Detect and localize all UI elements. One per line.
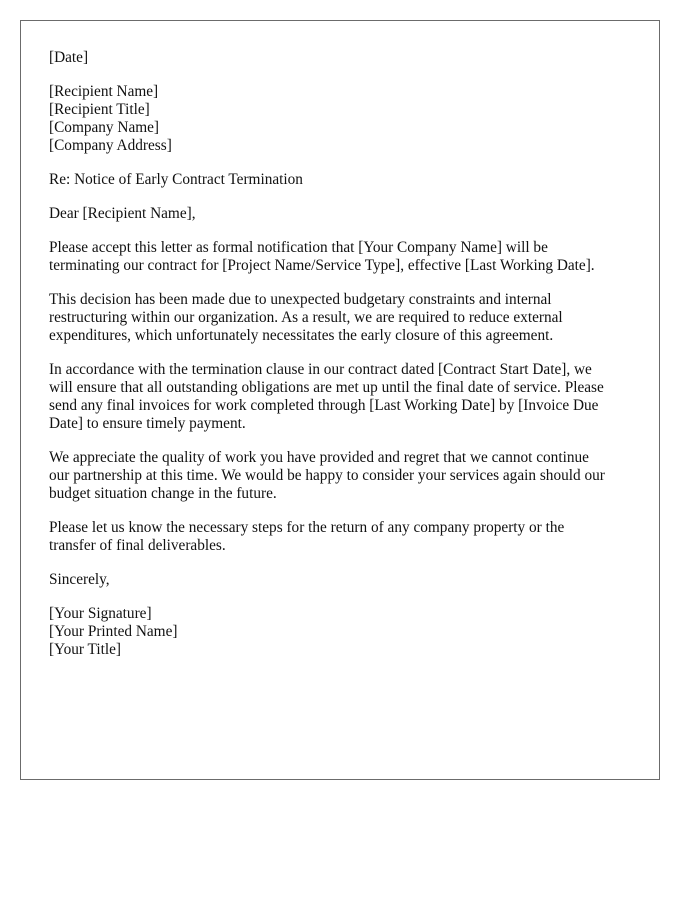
title-line: [Your Title]: [49, 641, 121, 658]
salutation: [49, 205, 639, 223]
paragraph-reason: [49, 291, 639, 345]
paragraph-line: transfer of final deliverables.: [49, 537, 226, 554]
paragraph-line: restructuring within our organization. As a result, we are required to reduce external: [49, 309, 563, 326]
paragraph-line: In accordance with the termination clause in our contract dated [Contract Start Date], we: [49, 361, 592, 378]
paragraph-line: budget situation change in the future.: [49, 485, 277, 502]
paragraph-line: Please let us know the necessary steps for the return of any company property or the: [49, 519, 565, 536]
date-text: [Date]: [49, 49, 89, 66]
letter-page: [20, 20, 660, 780]
paragraph-line: Please accept this letter as formal notification that [Your Company Name] will be: [49, 239, 548, 256]
subject-text: Re: Notice of Early Contract Termination: [49, 171, 303, 188]
recipient-title: [Recipient Title]: [49, 101, 150, 118]
paragraph-line: Date] to ensure timely payment.: [49, 415, 246, 432]
recipient-block: [49, 83, 639, 155]
letter-body: [49, 49, 639, 675]
paragraph-notification: [49, 239, 639, 275]
paragraph-line: send any final invoices for work completed through [Last Working Date] by [Invoice Due: [49, 397, 599, 414]
date-line: [49, 49, 639, 67]
salutation-text: Dear [Recipient Name],: [49, 205, 196, 222]
recipient-address: [Company Address]: [49, 137, 172, 154]
paragraph-appreciation: [49, 449, 639, 503]
closing-text: Sincerely,: [49, 571, 110, 588]
paragraph-line: terminating our contract for [Project Name/Service Type], effective [Last Working Date].: [49, 257, 595, 274]
paragraph-line: We appreciate the quality of work you have provided and regret that we cannot continue: [49, 449, 589, 466]
signature-block: [49, 605, 639, 659]
paragraph-next-steps: [49, 519, 639, 555]
subject-line: [49, 171, 639, 189]
paragraph-line: will ensure that all outstanding obligations are met up until the final date of service. Please: [49, 379, 604, 396]
paragraph-line: This decision has been made due to unexpected budgetary constraints and internal: [49, 291, 552, 308]
printed-name-line: [Your Printed Name]: [49, 623, 178, 640]
paragraph-line: expenditures, which unfortunately necessitates the early closure of this agreement.: [49, 327, 554, 344]
signature-line: [Your Signature]: [49, 605, 152, 622]
closing: [49, 571, 639, 589]
recipient-company: [Company Name]: [49, 119, 160, 136]
recipient-name: [Recipient Name]: [49, 83, 159, 100]
paragraph-line: our partnership at this time. We would be happy to consider your services again should our: [49, 467, 605, 484]
paragraph-obligations: [49, 361, 639, 433]
